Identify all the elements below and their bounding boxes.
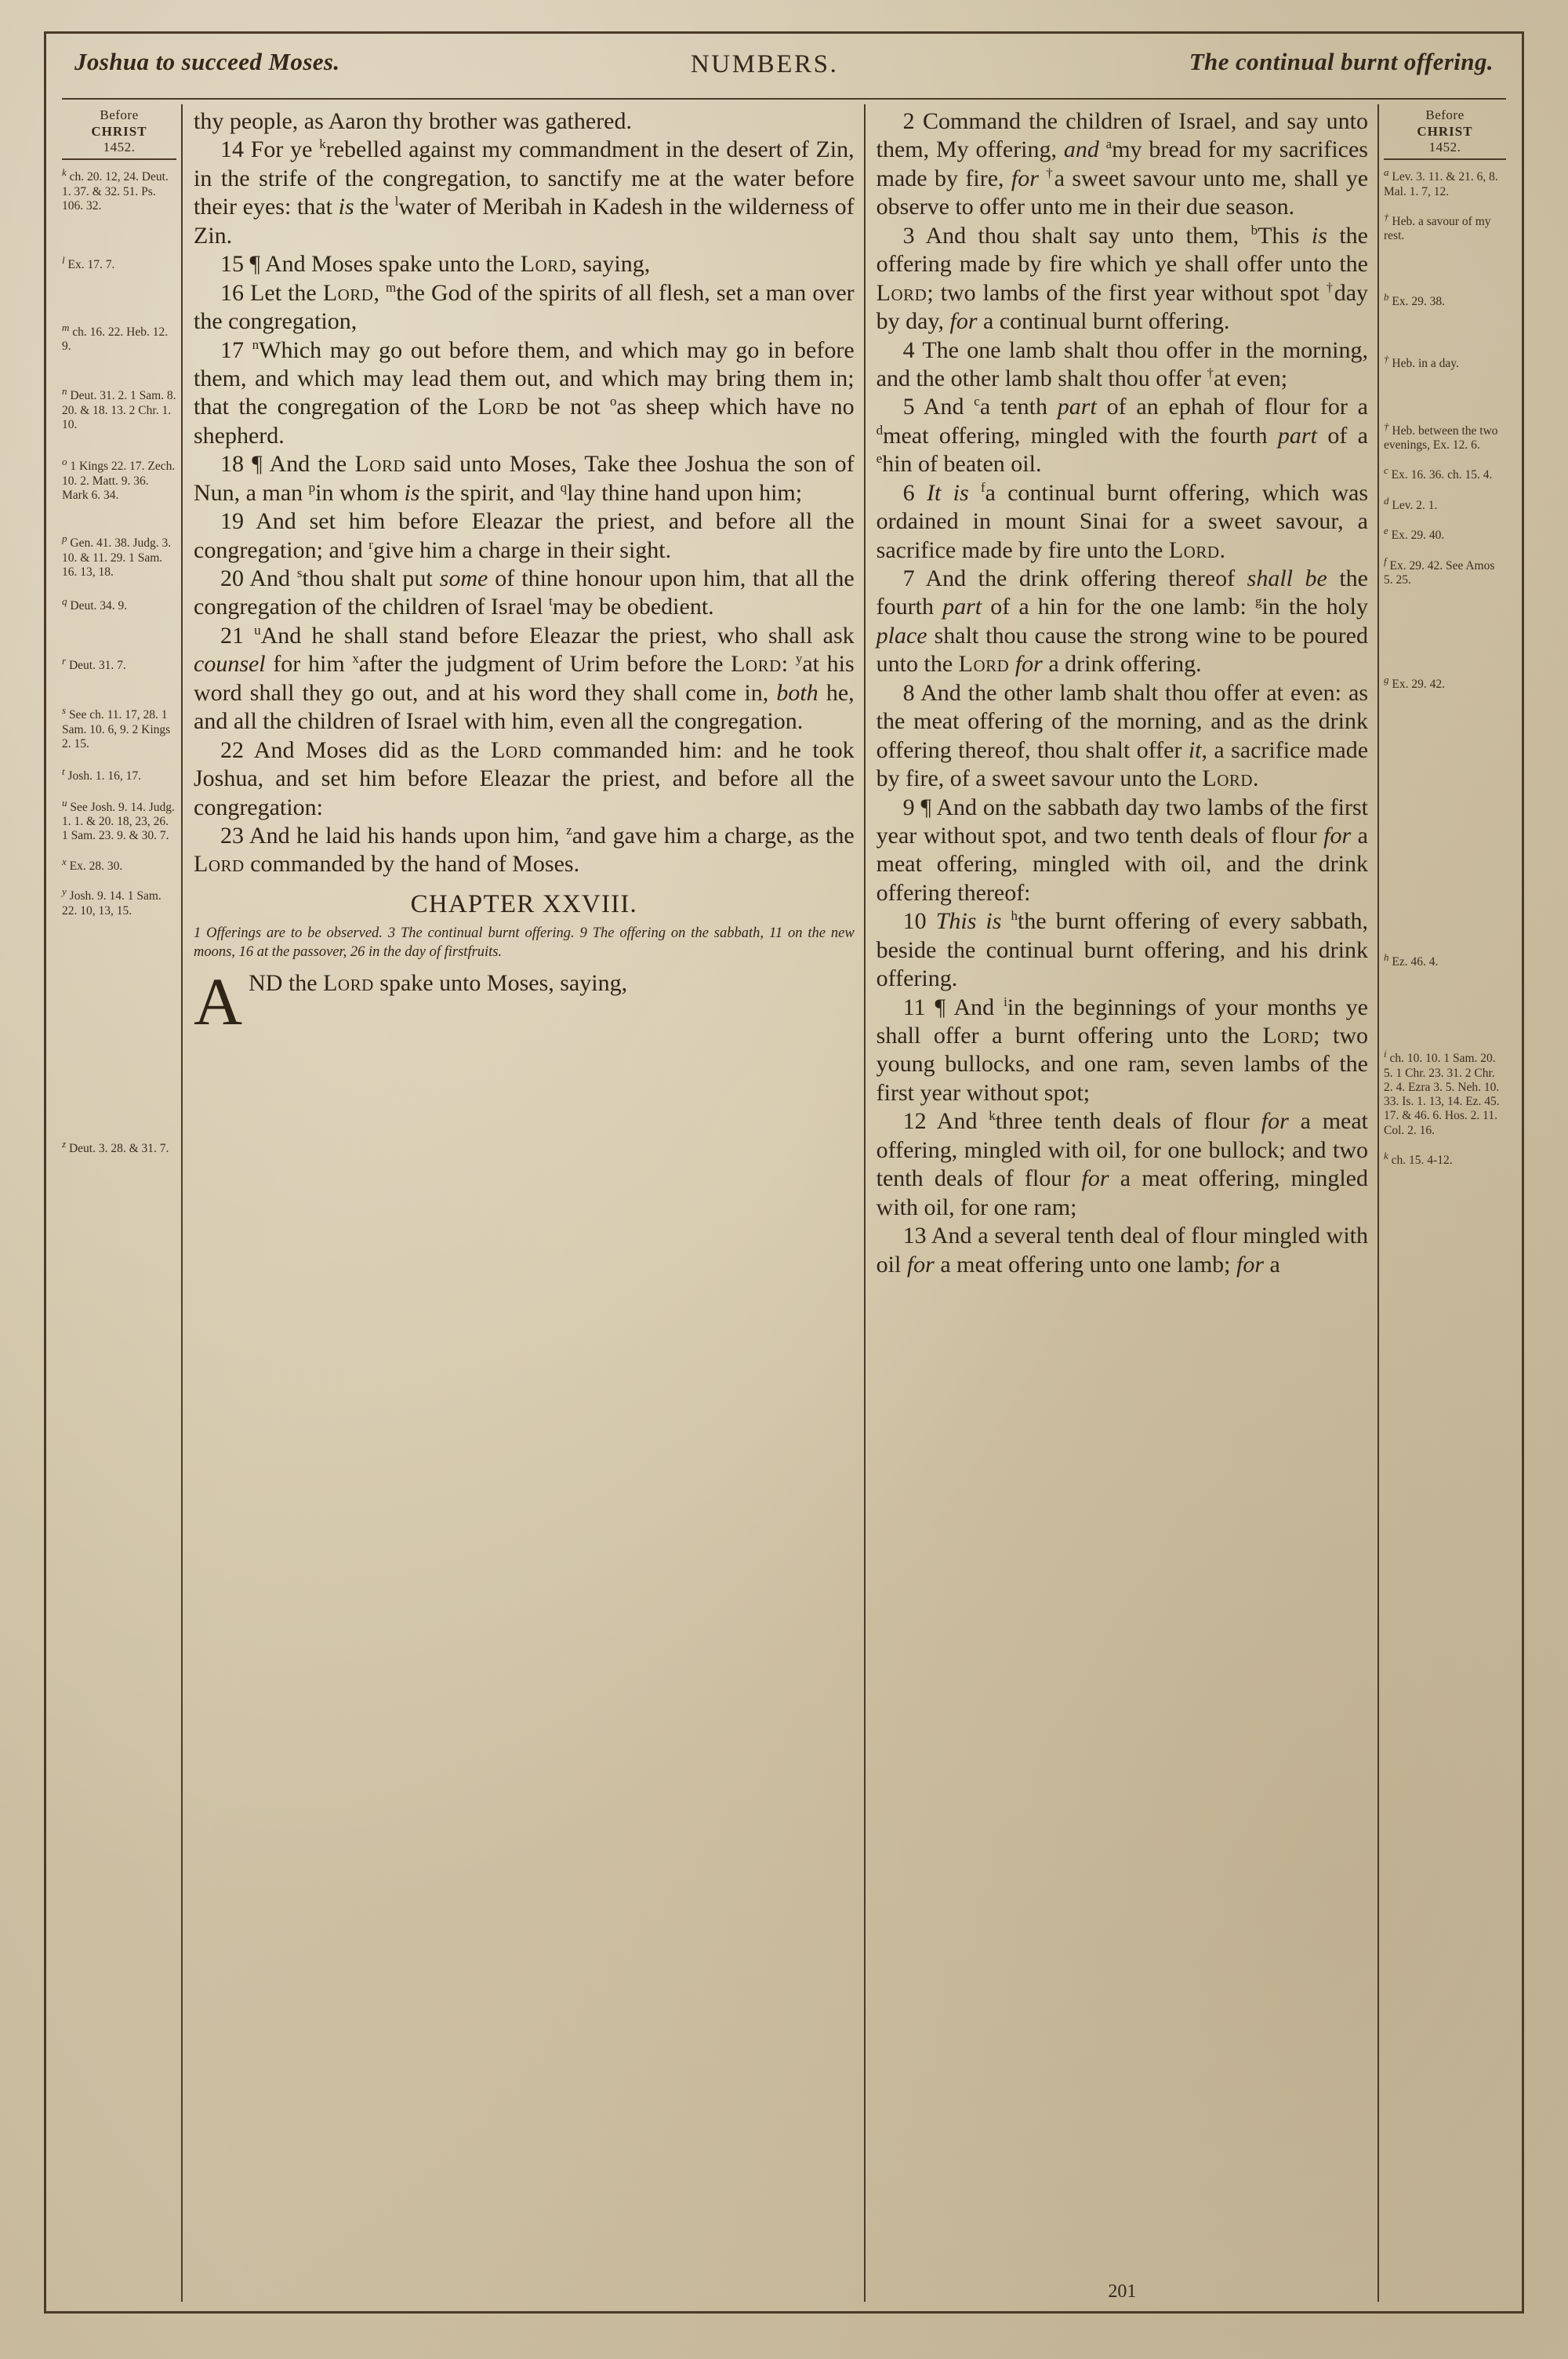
verse-number: 13: [902, 1223, 927, 1249]
reference-note: $^m$ ch. 16. 22. Heb. 12. 9.: [62, 321, 169, 354]
verse-15: 15 ¶ And Moses spake unto the Lord, saying,: [220, 251, 651, 278]
verse-number: 8: [902, 679, 915, 706]
verse-number: 17: [220, 336, 244, 363]
verse-number: 19: [220, 508, 244, 535]
reference-note: $^c$ Ex. 16. 36. ch. 15. 4.: [1384, 464, 1493, 482]
verse-17: 17 $^n$Which may go out before them, and which may go in before them, and which may lead them out, and which may bring them in; that the congregation of the Lord be not $^o$as sheep which have no shepherd.: [194, 336, 855, 449]
reference-note: $^x$ Ex. 28. 30.: [62, 855, 123, 873]
chapter-heading: CHAPTER XXVIII.: [410, 889, 637, 918]
verse-20: 20 And $^s$thou shalt put some of thine honour upon him, that all the congregation of the children of Israel $^t$may be obedient.: [194, 565, 855, 620]
chapter-opening-text: ND the Lord spake unto Moses, saying,: [249, 970, 628, 997]
reference-note: $^f$ Ex. 29. 42. See Amos 5. 25.: [1384, 554, 1495, 587]
left-text-column: [183, 104, 864, 2302]
reference-note: $^q$ Deut. 34. 9.: [62, 595, 128, 613]
reference-note: $^k$ ch. 15. 4-12.: [1384, 1149, 1453, 1168]
verse-number: 22: [220, 736, 244, 763]
date-christ: CHRIST: [91, 123, 147, 139]
verse-number: 14: [220, 136, 244, 163]
reference-note: $^g$ Ex. 29. 42.: [1384, 674, 1445, 692]
verse-number: 9: [902, 794, 915, 820]
left-reference-list: [62, 166, 176, 1156]
right-reference-column: [1379, 104, 1511, 2302]
verse-number: 7: [902, 565, 915, 591]
verse-continuation: thy people, as Aaron thy brother was gathered.: [194, 108, 632, 134]
running-head: [57, 43, 1511, 103]
verse-number: 5: [902, 394, 915, 420]
verse-19: 19 And set him before Eleazar the priest, and before all the congregation; and $^r$give him a charge in their sight.: [194, 508, 855, 563]
reference-note: $^k$ ch. 20. 12, 24. Deut. 1. 37. & 32. 51. Ps. 106. 32.: [62, 166, 169, 213]
running-head-center: NUMBERS.: [690, 50, 839, 78]
page-number: 201: [1108, 2281, 1137, 2302]
chapter-argument: 1 Offerings are to be observed. 3 The continual burnt offering. 9 The offering on the sabbath, 11 on the new moons, 16 at the passover, 26 in the day of firstfruits.: [194, 925, 855, 960]
reference-note: $^t$ Josh. 1. 16, 17.: [62, 765, 141, 783]
date-year: 1452.: [103, 140, 136, 155]
verse-10: 10 This is $^h$the burnt offering of every sabbath, beside the continual burnt offering, and his drink offering.: [876, 908, 1369, 992]
verse-number: 2: [902, 108, 915, 134]
reference-note: $^h$ Ez. 46. 4.: [1384, 951, 1439, 969]
date-block-right: [1384, 107, 1506, 160]
verse-number: 21: [220, 622, 244, 649]
body-columns: [57, 104, 1511, 2302]
reference-note: $^l$ Ex. 17. 7.: [62, 254, 115, 272]
date-block-left: [62, 107, 176, 160]
reference-note: † Heb. a savour of my rest.: [1384, 210, 1491, 243]
verse-9: 9 ¶ And on the sabbath day two lambs of the first year without spot, and two tenth deals of flour for a meat offering, mingled with oil, and the drink offering thereof:: [876, 794, 1368, 906]
left-verse-block: [194, 107, 855, 879]
date-before: Before: [100, 107, 139, 122]
verse-number: 3: [902, 222, 915, 249]
reference-note: $^r$ Deut. 31. 7.: [62, 654, 126, 672]
verse-number: 20: [220, 565, 244, 591]
verse-18: 18 ¶ And the Lord said unto Moses, Take thee Joshua the son of Nun, a man $^p$in whom is the spirit, and $^q$lay thine hand upon him;: [194, 451, 855, 506]
verse-11: 11 ¶ And $^i$in the beginnings of your months ye shall offer a burnt offering unto the Lord; two young bullocks, and one ram, seven lambs of the first year without spot;: [876, 994, 1369, 1106]
left-reference-column: [57, 104, 181, 2302]
running-head-right: The continual burnt offering.: [1189, 48, 1494, 75]
reference-note: $^e$ Ex. 29. 40.: [1384, 525, 1445, 543]
verse-7: 7 And the drink offering thereof shall be the fourth part of a hin for the one lamb: $^g$in the holy place shalt thou cause the strong wine to be poured unto the Lord for a drink offering.: [876, 565, 1368, 678]
right-reference-list: [1384, 166, 1506, 1168]
verse-22: 22 And Moses did as the Lord commanded him: and he took Joshua, and set him before Eleazar the priest, and before all the congregation:: [194, 736, 855, 820]
date-christ-2: CHRIST: [1417, 123, 1473, 139]
right-verse-block: [877, 107, 1368, 1279]
reference-note: $^d$ Lev. 2. 1.: [1384, 494, 1438, 512]
date-before-2: Before: [1425, 107, 1465, 122]
verse-2: 2 Command the children of Israel, and say unto them, My offering, and $^a$my bread for my sacrifices made by fire, for †a sweet savour unto me, shall ye observe to offer unto me in their due season.: [876, 108, 1369, 220]
verse-8: 8 And the other lamb shalt thou offer at even: as the meat offering of the morning, and as the drink offering thereof, thou shalt offer it, a sacrifice made by fire, of a sweet savour unto the Lord.: [876, 679, 1369, 792]
verse-21: 21 $^u$And he shall stand before Eleazar the priest, who shall ask counsel for him $^x$after the judgment of Urim before the Lord: $^y$at his word shall they go out, and at his word they shall come in, both he, and all the children of Israel with him, even all the congregation.: [194, 622, 855, 735]
verse-number: 6: [902, 479, 915, 506]
verse-13: 13 And a several tenth deal of flour mingled with oil for a meat offering unto one lamb; for a: [876, 1223, 1368, 1278]
verse-number: 12: [902, 1108, 927, 1135]
verse-3: 3 And thou shalt say unto them, $^b$This is the offering made by fire which ye shall offer unto the Lord; two lambs of the first year without spot †day by day, for a continual burnt offering.: [876, 222, 1369, 335]
date-year-2: 1452.: [1428, 140, 1461, 155]
chapter-opening: [194, 964, 855, 1041]
reference-note: $^s$ See ch. 11. 17, 28. 1 Sam. 10. 6, 9. 2 Kings 2. 15.: [62, 704, 171, 751]
reference-note: $^y$ Josh. 9. 14. 1 Sam. 22. 10, 13, 15.: [62, 885, 162, 918]
verse-4: 4 The one lamb shalt thou offer in the morning, and the other lamb shalt thou offer †at even;: [876, 336, 1368, 391]
reference-note: $^o$ 1 Kings 22. 17. Zech. 10. 2. Matt. 9. 36. Mark 6. 34.: [62, 456, 176, 503]
verse-number: 11: [902, 994, 926, 1020]
verse-23: 23 And he laid his hands upon him, $^z$and gave him a charge, as the Lord commanded by the hand of Moses.: [194, 822, 855, 878]
verse-16: 16 Let the Lord, $^m$the God of the spirits of all flesh, set a man over the congregation,: [194, 279, 855, 335]
verse-6: 6 It is $^f$a continual burnt offering, which was ordained in mount Sinai for a sweet savour, a sacrifice made by fire unto the Lord.: [876, 479, 1368, 563]
drop-cap: A: [194, 964, 243, 1040]
reference-note: $^i$ ch. 10. 10. 1 Sam. 20. 5. 1 Chr. 23. 31. 2 Chr. 2. 4. Ezra 3. 5. Neh. 10. 33. Is. 1. 13, 14. Ez. 45. 17. & 46. 6. Hos. 2. 11. Col. 2. 16.: [1384, 1048, 1500, 1137]
verse-number: 18: [220, 451, 244, 478]
reference-note: † Heb. in a day.: [1384, 353, 1459, 371]
verse-5: 5 And $^c$a tenth part of an ephah of flour for a $^d$meat offering, mingled with the fourth part of a $^e$hin of beaten oil.: [876, 394, 1368, 478]
reference-note: $^a$ Lev. 3. 11. & 21. 6, 8. Mal. 1. 7, 12.: [1384, 166, 1498, 198]
reference-note: $^z$ Deut. 3. 28. & 31. 7.: [62, 1137, 169, 1155]
right-text-column: [866, 104, 1377, 2302]
running-head-left: Joshua to succeed Moses.: [74, 48, 340, 75]
verse-number: 10: [902, 908, 927, 935]
reference-note: $^n$ Deut. 31. 2. 1 Sam. 8. 20. & 18. 13. 2 Chr. 1. 10.: [62, 385, 176, 432]
reference-note: $^p$ Gen. 41. 38. Judg. 3. 10. & 11. 29. 1 Sam. 16. 13, 18.: [62, 533, 172, 580]
page-border: [44, 31, 1524, 2314]
verse-number: 23: [220, 822, 244, 849]
reference-note: $^u$ See Josh. 9. 14. Judg. 1. 1. & 20. 18, 23, 26. 1 Sam. 23. 9. & 30. 7.: [62, 796, 175, 843]
verse-number: 16: [220, 279, 244, 306]
verse-14: 14 For ye $^k$rebelled against my commandment in the desert of Zin, in the strife of the congregation, to sanctify me at the water before their eyes: that is the $^l$water of Meribah in Kadesh in the wilderness of Zin.: [194, 136, 855, 249]
header-rule: [62, 98, 1506, 100]
verse-number: 15: [220, 251, 244, 278]
reference-note: $^b$ Ex. 29. 38.: [1384, 290, 1445, 308]
verse-number: 4: [902, 336, 915, 363]
verse-12: 12 And $^k$three tenth deals of flour for a meat offering, mingled with oil, for one bullock; and two tenth deals of flour for a meat offering, mingled with oil, for one ram;: [876, 1108, 1369, 1220]
reference-note: † Heb. between the two evenings, Ex. 12. 6.: [1384, 420, 1498, 452]
